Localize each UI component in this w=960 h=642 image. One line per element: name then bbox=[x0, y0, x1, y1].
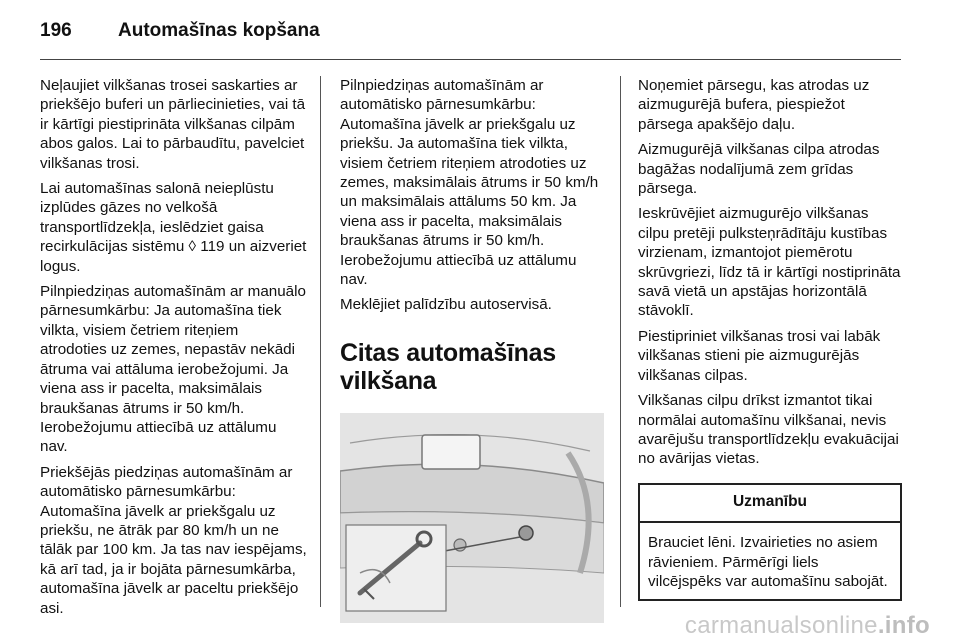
page-number: 196 bbox=[40, 20, 72, 41]
paragraph: Lai automašīnas salonā neieplūstu izplūdes gāzes no velkošā transportlīdzekļa, ieslēdziet gaisa recirkulācijas sistēmu ◊ 119 un aizveriet logus. bbox=[40, 180, 307, 275]
paragraph: Priekšējās piedziņas automašīnām ar automātisko pārnesumkārbu: Automašīna jāvelk ar priekšgalu uz priekšu, ne ātrāk par 80 km/h un ne tālāk par 100 km. Ja tas nav iespējams, kā arī tad, ja ir bojāta pārnesumkārba, automašīna jāvelk ar paceltu priekšējo asi. bbox=[40, 463, 307, 617]
section-heading: Citas automašīnas vilkšana bbox=[340, 338, 556, 395]
caution-text: Brauciet lēni. Izvairieties no asiem rāvieniem. Pārmērīgi liels vilcējspēks var automašīnu sabojāt. bbox=[648, 534, 888, 590]
paragraph: Pilnpiedziņas automašīnām ar automātisko pārnesumkārbu: Automašīna jāvelk ar priekšgalu uz priekšu. Ja automašīna tiek vilkta, visiem četriem riteņiem atrodoties uz zemes, maksimālais ātrums ir 50 km/h un maksimālais attālums 50 km. Ja viena ass ir pacelta, maksimālais braukšanas ātrums ir 50 km/h. Ierobežojumu attiecībā uz attālumu nav. bbox=[340, 77, 599, 289]
header-divider bbox=[40, 59, 901, 60]
column-middle bbox=[340, 76, 605, 623]
column-right bbox=[638, 76, 903, 601]
towing-eye-illustration bbox=[340, 413, 604, 623]
paragraph: Ieskrūvējiet aizmugurējo vilkšanas cilpu pretēji pulksteņrādītāju kustības virzienam, izmantojot piemērotu skrūvgriezi, līdz tā ir kārtīgi nostiprināta savā vietā un apstājas horizontālā stāvoklī. bbox=[638, 205, 901, 320]
page-header bbox=[40, 20, 320, 50]
caution-title: Uzmanību bbox=[640, 485, 900, 523]
paragraph: Aizmugurējā vilkšanas cilpa atrodas bagāžas nodalījumā zem grīdas pārsega. bbox=[638, 141, 880, 198]
watermark-tld: .info bbox=[877, 612, 930, 639]
rear-bumper-drawing bbox=[340, 413, 604, 623]
paragraph: Vilkšanas cilpu drīkst izmantot tikai normālai automašīnu vilkšanai, nevis avarējušu transportlīdzekļu evakuācijai no avārijas vietas. bbox=[638, 392, 899, 468]
watermark-brand: carmanualsonline bbox=[684, 612, 878, 639]
column-left bbox=[40, 76, 308, 624]
paragraph: Neļaujiet vilkšanas trosei saskarties ar priekšējo buferi un pārliecinieties, vai tā ir kārtīgi piestiprināta vilkšanas cilpām abos galos. Lai to pārbaudītu, pavelciet vilkšanas trosi. bbox=[40, 77, 306, 172]
paragraph: Meklējiet palīdzību autoservisā. bbox=[340, 296, 552, 314]
column-divider-2 bbox=[620, 76, 621, 607]
column-divider-1 bbox=[320, 76, 321, 607]
site-watermark bbox=[685, 612, 930, 640]
page-title: Automašīnas kopšana bbox=[118, 20, 320, 41]
caution-box bbox=[638, 483, 902, 602]
paragraph: Piestipriniet vilkšanas trosi vai labāk vilkšanas stieni pie aizmugurējās vilkšanas cilpas. bbox=[638, 327, 881, 384]
paragraph: Pilnpiedziņas automašīnām ar manuālo pārnesumkārbu: Ja automašīna tiek vilkta, visiem četriem riteņiem atrodoties uz zemes, nepastāv nekādi ātruma vai attāluma ierobežojumi. Ja viena ass ir pacelta, maksimālais braukšanas ātrums ir 50 km/h. Ierobežojumu attiecībā uz attālumu nav. bbox=[40, 283, 306, 456]
paragraph: Noņemiet pārsegu, kas atrodas uz aizmugurējā bufera, piespiežot pārsega apakšējo daļu. bbox=[638, 77, 870, 133]
